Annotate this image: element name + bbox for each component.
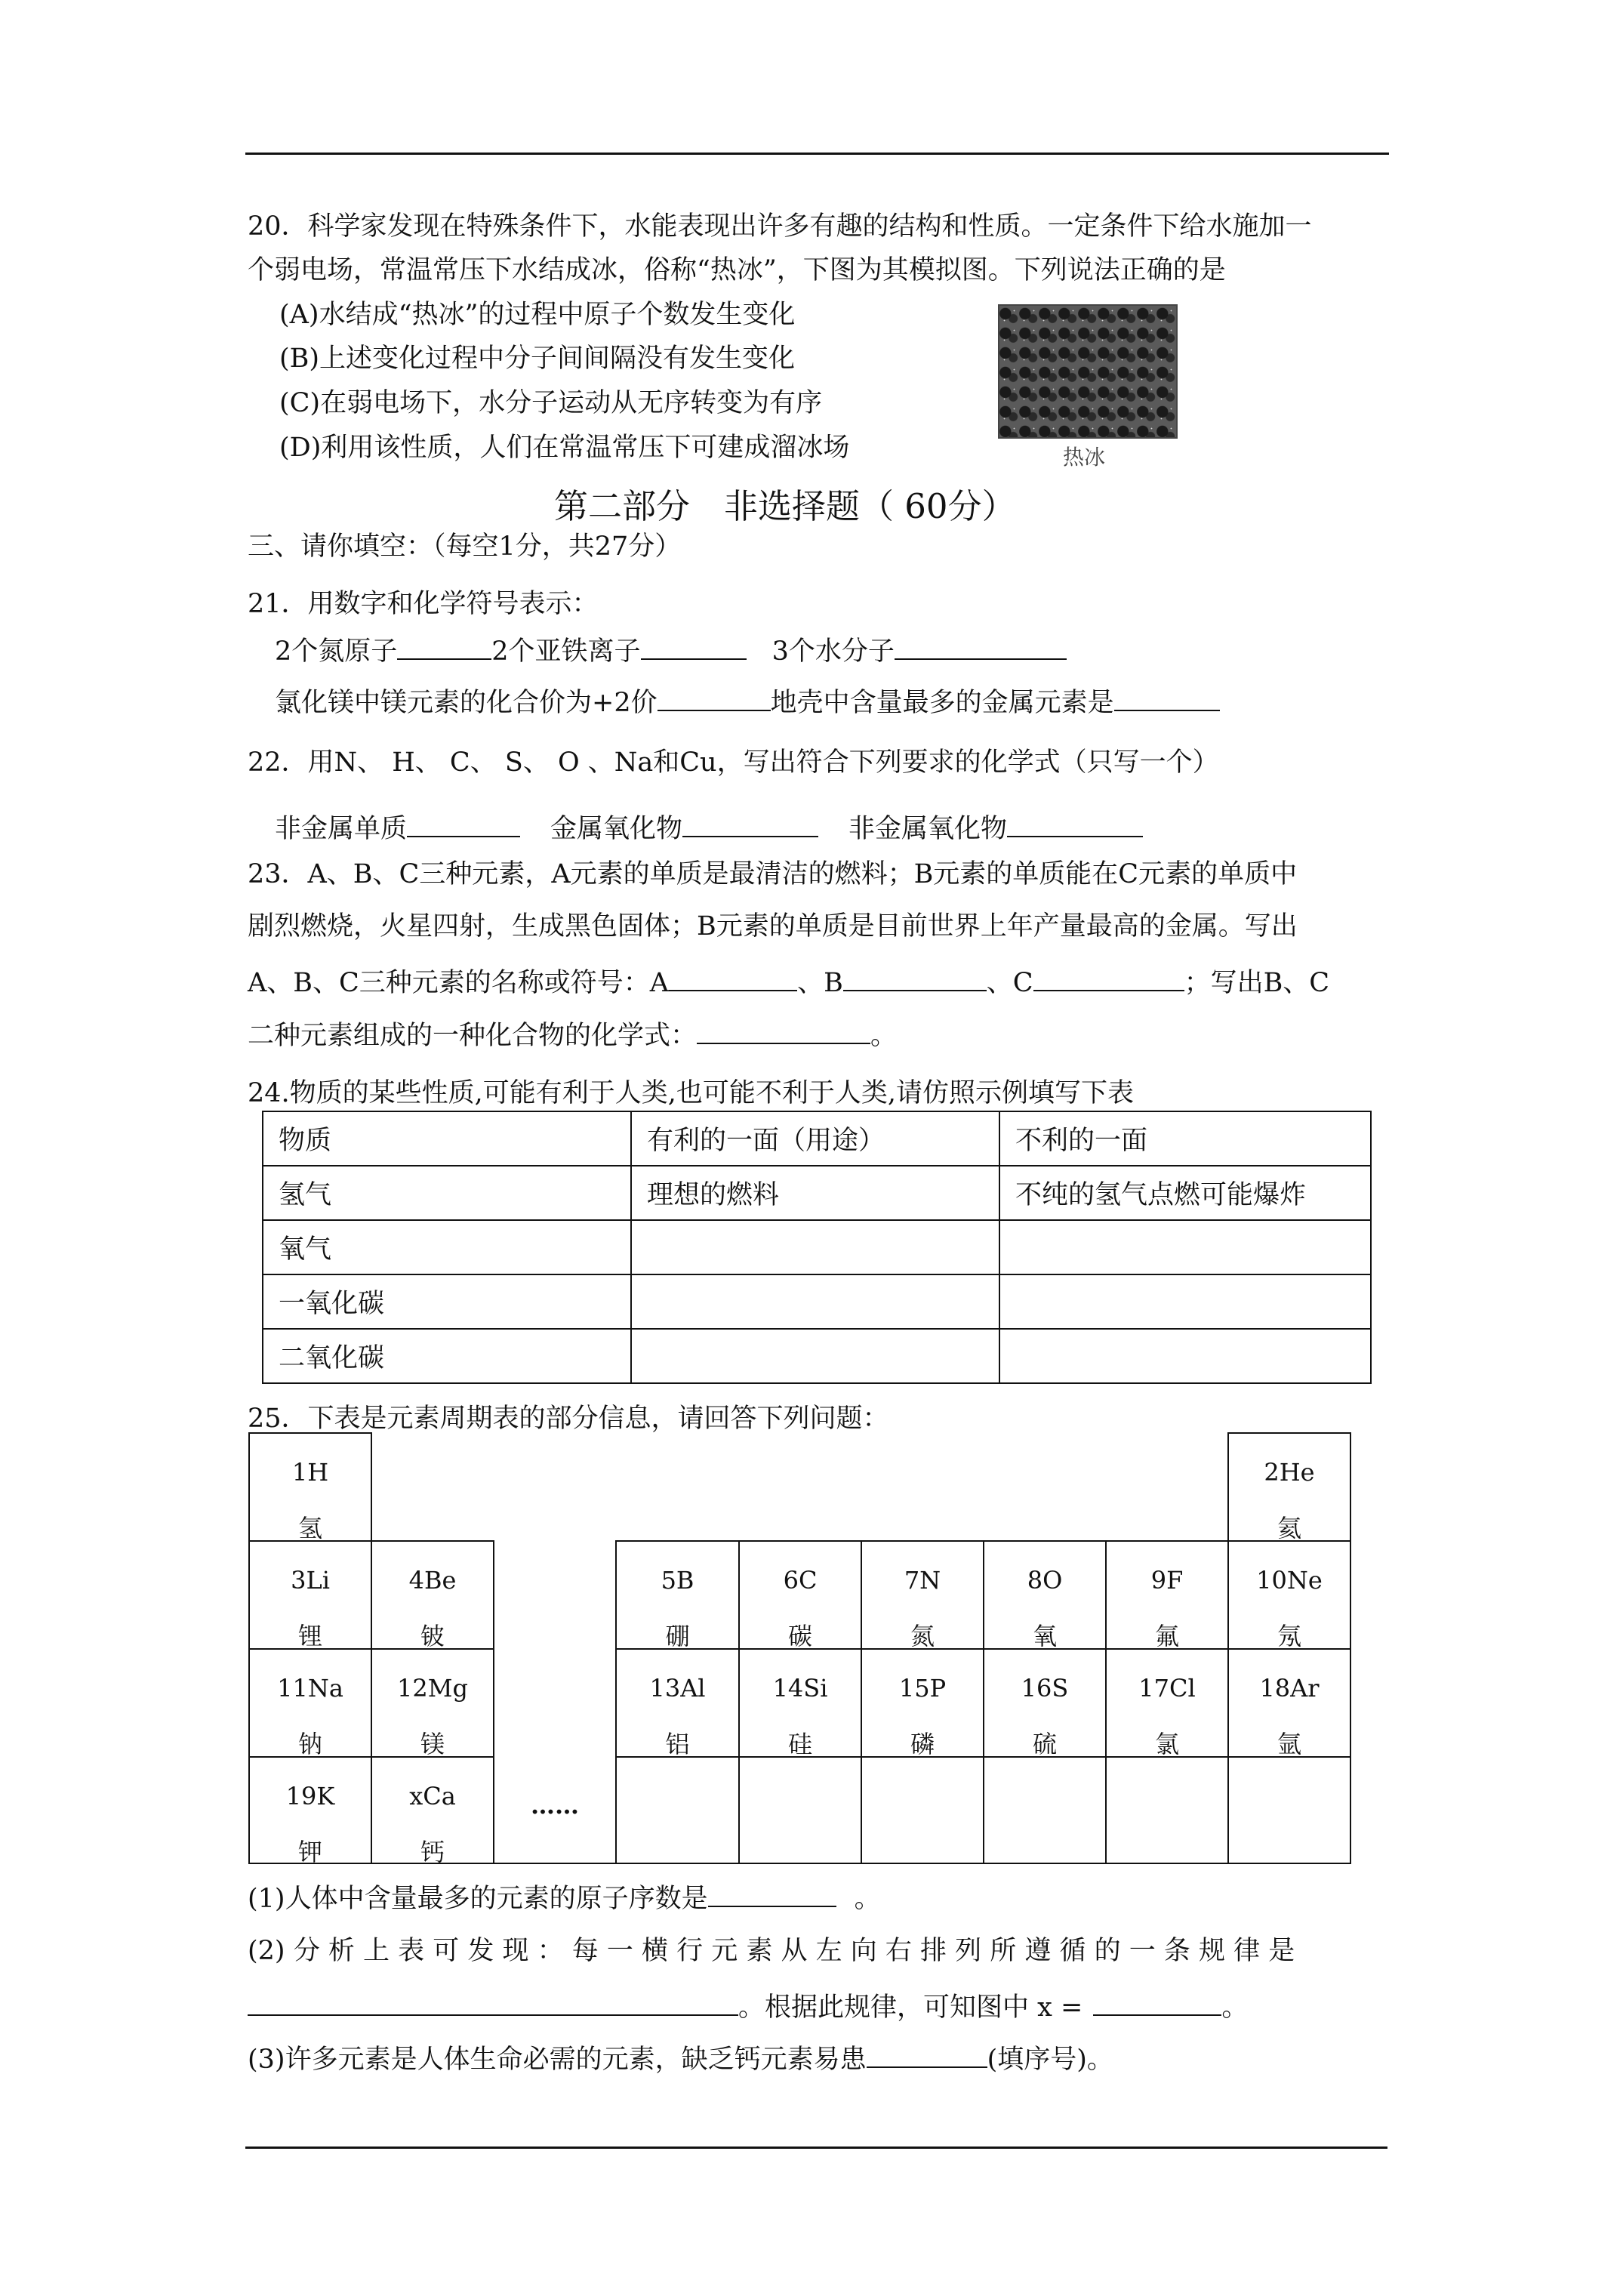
- q23-label-a: A、B、C三种元素的名称或符号：A: [248, 968, 670, 998]
- part2-title: 第二部分 非选择题（ 60分）: [554, 486, 1016, 526]
- pt-cell-ar: 18Ar 氩: [1227, 1648, 1351, 1758]
- q25-s2-line2: [248, 1992, 1248, 2021]
- q24-header-row: [263, 1111, 1371, 1166]
- q25-s2-mid: 。根据此规律，可知图中 x =: [738, 1992, 1083, 2023]
- q25-s2-blank-x[interactable]: [1093, 1992, 1221, 2016]
- q22-title: 22．用N、 H、 C、 S、 O 、Na和Cu，写出符合下列要求的化学式（只写一个）: [248, 747, 1219, 778]
- pt-cell-o: 8O 氧: [983, 1540, 1107, 1650]
- top-rule: [245, 153, 1389, 155]
- q25-s1-end: 。: [854, 1884, 881, 1914]
- pt-cell-f: 9F 氟: [1105, 1540, 1229, 1650]
- q20-option-c: (C)在弱电场下，水分子运动从无序转变为有序: [279, 388, 823, 418]
- q23-label-period: 。: [870, 1021, 898, 1051]
- q24-answer-cell[interactable]: [631, 1329, 999, 1383]
- q25-s3-end: (填序号)。: [987, 2045, 1113, 2075]
- pt-cell-mg: 12Mg 镁: [371, 1648, 494, 1758]
- q22-label-b: 金属氧化物: [550, 814, 683, 844]
- q20-option-b: (B)上述变化过程中分子间间隔没有发生变化: [279, 344, 796, 374]
- q24-answer-cell[interactable]: [631, 1274, 999, 1329]
- pt-cell-empty: [738, 1756, 862, 1864]
- q24-header-benefit: 有利的一面（用途）: [631, 1111, 999, 1166]
- q21-blank-d[interactable]: [658, 687, 771, 711]
- q24-cell: 不纯的氢气点燃可能爆炸: [999, 1166, 1371, 1220]
- q24-row-co2: [263, 1329, 1371, 1383]
- q22-blank-a[interactable]: [407, 813, 520, 837]
- hot-ice-image: [998, 304, 1178, 439]
- pt-cell-he: 2He 氦: [1227, 1432, 1351, 1542]
- q21-blank-e[interactable]: [1114, 687, 1220, 711]
- q25-s1-label: (1)人体中含量最多的元素的原子序数是: [248, 1884, 708, 1914]
- q24-row-hydrogen: [263, 1166, 1371, 1220]
- pt-cell-ca: xCa 钙: [371, 1756, 494, 1864]
- q23-blank-b[interactable]: [843, 967, 987, 991]
- q22-label-c: 非金属氧化物: [848, 814, 1008, 844]
- pt-cell-b: 5B 硼: [615, 1540, 740, 1650]
- q21-label-a: 2个氮原子: [275, 636, 398, 667]
- pt-cell-empty: [615, 1756, 740, 1864]
- q24-row-co: [263, 1274, 1371, 1329]
- q24-answer-cell[interactable]: [999, 1220, 1371, 1274]
- pt-cell-c: 6C 碳: [738, 1540, 862, 1650]
- pt-cell-si: 14Si 硅: [738, 1648, 862, 1758]
- q23-label-end: ；写出B、C: [1184, 968, 1330, 998]
- pt-cell-k: 19K 钾: [248, 1756, 372, 1864]
- q21-line1: [275, 636, 1067, 665]
- q21-label-e: 地壳中含量最多的金属元素是: [770, 688, 1114, 718]
- q20-line2: 个弱电场，常温常压下水结成冰，俗称“热冰”，下图为其模拟图。下列说法正确的是: [248, 255, 1226, 285]
- pt-cell-n: 7N 氮: [861, 1540, 984, 1650]
- q25-s1-blank[interactable]: [708, 1883, 836, 1907]
- pt-cell-h: 1H 氢: [248, 1432, 372, 1542]
- q21-line2: [275, 687, 1220, 717]
- q25-s2-line1: (2) 分 析 上 表 可 发 现 ： 每 一 横 行 元 素 从 左 向 右 排 列 所 遵 循 的 一 条 规 律 是: [248, 1936, 1295, 1966]
- q24-cell: 氧气: [263, 1220, 631, 1274]
- pt-cell-na: 11Na 钠: [248, 1648, 372, 1758]
- q24-row-oxygen: [263, 1220, 1371, 1274]
- q20-option-d: (D)利用该性质，人们在常温常压下可建成溜冰场: [279, 433, 850, 463]
- pt-ellipsis: ……: [531, 1791, 579, 1820]
- q24-title: 24.物质的某些性质,可能有利于人类,也可能不利于人类,请仿照示例填写下表: [248, 1078, 1135, 1108]
- q25-s3: [248, 2044, 1113, 2073]
- q23-blank-c[interactable]: [1033, 967, 1184, 991]
- q23-label-formula: 二种元素组成的一种化合物的化学式：: [248, 1021, 698, 1051]
- q23-line4: [248, 1020, 897, 1049]
- pt-cell-empty: [861, 1756, 984, 1864]
- q21-label-c: 3个水分子: [771, 636, 895, 667]
- q24-cell: 理想的燃料: [631, 1166, 999, 1220]
- q22-blank-b[interactable]: [682, 813, 818, 837]
- q23-label-b: 、B: [797, 968, 843, 998]
- pt-cell-p: 15P 磷: [861, 1648, 984, 1758]
- q24-answer-cell[interactable]: [999, 1329, 1371, 1383]
- q20-line1: 20．科学家发现在特殊条件下，水能表现出许多有趣的结构和性质。一定条件下给水施加一: [248, 211, 1312, 242]
- pt-cell-cl: 17Cl 氯: [1105, 1648, 1229, 1758]
- q22-line: [275, 813, 1143, 843]
- q21-blank-c[interactable]: [895, 636, 1067, 660]
- q24-cell: 二氧化碳: [263, 1329, 631, 1383]
- hot-ice-caption: 热冰: [1063, 445, 1106, 470]
- q23-line2: 剧烈燃烧，火星四射，生成黑色固体；B元素的单质是目前世界上年产量最高的金属。写出: [248, 911, 1298, 942]
- bottom-rule: [245, 2147, 1387, 2149]
- pt-cell-empty: [983, 1756, 1107, 1864]
- q23-blank-formula[interactable]: [697, 1020, 870, 1044]
- q21-blank-a[interactable]: [397, 636, 491, 660]
- pt-cell-empty: [1105, 1756, 1229, 1864]
- pt-cell-s: 16S 硫: [983, 1648, 1107, 1758]
- pt-cell-al: 13Al 铝: [615, 1648, 740, 1758]
- q25-title: 25．下表是元素周期表的部分信息，请回答下列问题：: [248, 1404, 889, 1434]
- q21-title: 21．用数字和化学符号表示：: [248, 589, 599, 619]
- q24-cell: 一氧化碳: [263, 1274, 631, 1329]
- q24-answer-cell[interactable]: [631, 1220, 999, 1274]
- q23-label-c: 、C: [986, 968, 1033, 998]
- q21-label-d: 氯化镁中镁元素的化合价为+2价: [275, 688, 658, 718]
- q25-s3-label: (3)许多元素是人体生命必需的元素，缺乏钙元素易患: [248, 2045, 867, 2075]
- q25-s2-blank-rule[interactable]: [248, 1992, 738, 2016]
- q22-blank-c[interactable]: [1007, 813, 1143, 837]
- q22-label-a: 非金属单质: [275, 814, 408, 844]
- q23-blank-a[interactable]: [669, 967, 797, 991]
- pt-cell-li: 3Li 锂: [248, 1540, 372, 1650]
- q23-line3: [248, 967, 1329, 997]
- q20-option-a: (A)水结成“热冰”的过程中原子个数发生变化: [279, 300, 796, 330]
- q25-s1: [248, 1883, 881, 1912]
- q24-table: [262, 1111, 1372, 1384]
- pt-cell-empty: [1227, 1756, 1351, 1864]
- q23-line1: 23．A、B、C三种元素，A元素的单质是最清洁的燃料；B元素的单质能在C元素的单质中: [248, 859, 1298, 889]
- q21-label-b: 2个亚铁离子: [491, 636, 641, 667]
- section3-heading: 三、请你填空：（每空1分，共27分）: [248, 532, 682, 562]
- pt-cell-ne: 10Ne 氖: [1227, 1540, 1351, 1650]
- pt-cell-be: 4Be 铍: [371, 1540, 494, 1650]
- q21-blank-b[interactable]: [641, 636, 747, 660]
- q24-header-harm: 不利的一面: [999, 1111, 1371, 1166]
- q24-answer-cell[interactable]: [999, 1274, 1371, 1329]
- q24-cell: 氢气: [263, 1166, 631, 1220]
- q25-s2-end: 。: [1221, 1992, 1249, 2023]
- q25-s3-blank[interactable]: [867, 2044, 987, 2068]
- q24-header-substance: 物质: [263, 1111, 631, 1166]
- pt-cell-ellipsis: [493, 1756, 617, 1864]
